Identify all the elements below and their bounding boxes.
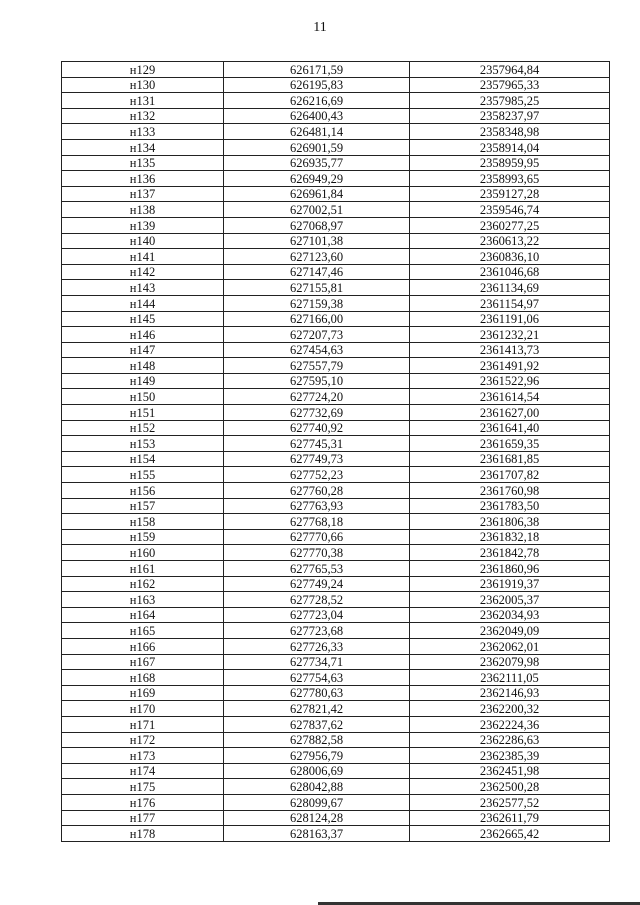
point-id-cell: н176	[62, 794, 224, 810]
point-id-cell: н158	[62, 514, 224, 530]
x-coordinate-cell: 627760,28	[224, 483, 410, 499]
table-row	[62, 155, 610, 171]
table-row	[62, 576, 610, 592]
y-coordinate-cell: 2362049,09	[410, 623, 610, 639]
point-id-cell: н135	[62, 155, 224, 171]
y-coordinate-cell: 2361641,40	[410, 420, 610, 436]
point-id-cell: н137	[62, 186, 224, 202]
x-coordinate-cell: 627159,38	[224, 295, 410, 311]
point-id-cell: н165	[62, 623, 224, 639]
point-id-cell: н138	[62, 202, 224, 218]
point-id-cell: н159	[62, 529, 224, 545]
table-row	[62, 498, 610, 514]
point-id-cell: н145	[62, 311, 224, 327]
point-id-cell: н171	[62, 716, 224, 732]
table-row	[62, 280, 610, 296]
x-coordinate-cell: 627754,63	[224, 670, 410, 686]
x-coordinate-cell: 626949,29	[224, 171, 410, 187]
point-id-cell: н157	[62, 498, 224, 514]
y-coordinate-cell: 2361707,82	[410, 467, 610, 483]
x-coordinate-cell: 627723,68	[224, 623, 410, 639]
y-coordinate-cell: 2360836,10	[410, 249, 610, 265]
point-id-cell: н131	[62, 93, 224, 109]
table-row	[62, 545, 610, 561]
table-row	[62, 514, 610, 530]
table-row	[62, 124, 610, 140]
table-row	[62, 716, 610, 732]
x-coordinate-cell: 627726,33	[224, 638, 410, 654]
x-coordinate-cell: 627155,81	[224, 280, 410, 296]
y-coordinate-cell: 2361046,68	[410, 264, 610, 280]
table-row	[62, 311, 610, 327]
y-coordinate-cell: 2357965,33	[410, 77, 610, 93]
y-coordinate-cell: 2361919,37	[410, 576, 610, 592]
x-coordinate-cell: 627768,18	[224, 514, 410, 530]
x-coordinate-cell: 626171,59	[224, 62, 410, 78]
y-coordinate-cell: 2361191,06	[410, 311, 610, 327]
table-row	[62, 186, 610, 202]
y-coordinate-cell: 2361134,69	[410, 280, 610, 296]
y-coordinate-cell: 2361522,96	[410, 373, 610, 389]
x-coordinate-cell: 627780,63	[224, 685, 410, 701]
y-coordinate-cell: 2361681,85	[410, 451, 610, 467]
table-row	[62, 483, 610, 499]
y-coordinate-cell: 2362224,36	[410, 716, 610, 732]
point-id-cell: н168	[62, 670, 224, 686]
table-row	[62, 327, 610, 343]
point-id-cell: н161	[62, 561, 224, 577]
x-coordinate-cell: 627595,10	[224, 373, 410, 389]
page-number: 11	[313, 20, 327, 35]
table-row	[62, 358, 610, 374]
table-row	[62, 623, 610, 639]
x-coordinate-cell: 626481,14	[224, 124, 410, 140]
point-id-cell: н151	[62, 405, 224, 421]
y-coordinate-cell: 2360613,22	[410, 233, 610, 249]
y-coordinate-cell: 2361860,96	[410, 561, 610, 577]
y-coordinate-cell: 2361614,54	[410, 389, 610, 405]
x-coordinate-cell: 626961,84	[224, 186, 410, 202]
y-coordinate-cell: 2358993,65	[410, 171, 610, 187]
y-coordinate-cell: 2361413,73	[410, 342, 610, 358]
table-row	[62, 670, 610, 686]
table-row	[62, 62, 610, 78]
x-coordinate-cell: 627882,58	[224, 732, 410, 748]
table-row	[62, 295, 610, 311]
point-id-cell: н166	[62, 638, 224, 654]
x-coordinate-cell: 627752,23	[224, 467, 410, 483]
table-row	[62, 607, 610, 623]
table-row	[62, 249, 610, 265]
x-coordinate-cell: 627728,52	[224, 592, 410, 608]
table-row	[62, 389, 610, 405]
y-coordinate-cell: 2357985,25	[410, 93, 610, 109]
table-row	[62, 451, 610, 467]
y-coordinate-cell: 2361627,00	[410, 405, 610, 421]
x-coordinate-cell: 627166,00	[224, 311, 410, 327]
y-coordinate-cell: 2361783,50	[410, 498, 610, 514]
point-id-cell: н170	[62, 701, 224, 717]
y-coordinate-cell: 2362611,79	[410, 810, 610, 826]
y-coordinate-cell: 2357964,84	[410, 62, 610, 78]
point-id-cell: н155	[62, 467, 224, 483]
point-id-cell: н173	[62, 748, 224, 764]
point-id-cell: н143	[62, 280, 224, 296]
x-coordinate-cell: 628042,88	[224, 779, 410, 795]
y-coordinate-cell: 2362111,05	[410, 670, 610, 686]
table-row	[62, 233, 610, 249]
point-id-cell: н133	[62, 124, 224, 140]
x-coordinate-cell: 627745,31	[224, 436, 410, 452]
table-row	[62, 342, 610, 358]
point-id-cell: н162	[62, 576, 224, 592]
y-coordinate-cell: 2362200,32	[410, 701, 610, 717]
x-coordinate-cell: 628099,67	[224, 794, 410, 810]
coordinates-table	[61, 61, 610, 842]
y-coordinate-cell: 2358959,95	[410, 155, 610, 171]
point-id-cell: н149	[62, 373, 224, 389]
x-coordinate-cell: 627002,51	[224, 202, 410, 218]
x-coordinate-cell: 626935,77	[224, 155, 410, 171]
y-coordinate-cell: 2361806,38	[410, 514, 610, 530]
point-id-cell: н177	[62, 810, 224, 826]
x-coordinate-cell: 626195,83	[224, 77, 410, 93]
y-coordinate-cell: 2361760,98	[410, 483, 610, 499]
table-row	[62, 794, 610, 810]
x-coordinate-cell: 627101,38	[224, 233, 410, 249]
table-row	[62, 420, 610, 436]
point-id-cell: н144	[62, 295, 224, 311]
y-coordinate-cell: 2362665,42	[410, 826, 610, 842]
point-id-cell: н154	[62, 451, 224, 467]
y-coordinate-cell: 2362385,39	[410, 748, 610, 764]
point-id-cell: н163	[62, 592, 224, 608]
x-coordinate-cell: 627734,71	[224, 654, 410, 670]
y-coordinate-cell: 2358348,98	[410, 124, 610, 140]
table-row	[62, 77, 610, 93]
point-id-cell: н174	[62, 763, 224, 779]
table-row	[62, 467, 610, 483]
table-row	[62, 436, 610, 452]
x-coordinate-cell: 627763,93	[224, 498, 410, 514]
table-row	[62, 701, 610, 717]
x-coordinate-cell: 627770,38	[224, 545, 410, 561]
point-id-cell: н147	[62, 342, 224, 358]
y-coordinate-cell: 2362005,37	[410, 592, 610, 608]
y-coordinate-cell: 2359546,74	[410, 202, 610, 218]
point-id-cell: н153	[62, 436, 224, 452]
table-row	[62, 529, 610, 545]
y-coordinate-cell: 2362286,63	[410, 732, 610, 748]
x-coordinate-cell: 626400,43	[224, 108, 410, 124]
table-row	[62, 748, 610, 764]
point-id-cell: н167	[62, 654, 224, 670]
point-id-cell: н136	[62, 171, 224, 187]
x-coordinate-cell: 627956,79	[224, 748, 410, 764]
table-row	[62, 217, 610, 233]
x-coordinate-cell: 627557,79	[224, 358, 410, 374]
y-coordinate-cell: 2359127,28	[410, 186, 610, 202]
table-row	[62, 810, 610, 826]
point-id-cell: н152	[62, 420, 224, 436]
table-row	[62, 638, 610, 654]
table-row	[62, 592, 610, 608]
y-coordinate-cell: 2362500,28	[410, 779, 610, 795]
point-id-cell: н129	[62, 62, 224, 78]
y-coordinate-cell: 2361832,18	[410, 529, 610, 545]
x-coordinate-cell: 627068,97	[224, 217, 410, 233]
y-coordinate-cell: 2358914,04	[410, 139, 610, 155]
table-row	[62, 93, 610, 109]
point-id-cell: н140	[62, 233, 224, 249]
table-row	[62, 373, 610, 389]
table-row	[62, 685, 610, 701]
table-row	[62, 732, 610, 748]
x-coordinate-cell: 627123,60	[224, 249, 410, 265]
point-id-cell: н132	[62, 108, 224, 124]
y-coordinate-cell: 2361154,97	[410, 295, 610, 311]
table-row	[62, 139, 610, 155]
y-coordinate-cell: 2362062,01	[410, 638, 610, 654]
x-coordinate-cell: 627821,42	[224, 701, 410, 717]
table-row	[62, 763, 610, 779]
table-row	[62, 561, 610, 577]
y-coordinate-cell: 2362079,98	[410, 654, 610, 670]
x-coordinate-cell: 628124,28	[224, 810, 410, 826]
point-id-cell: н178	[62, 826, 224, 842]
table-row	[62, 405, 610, 421]
x-coordinate-cell: 627740,92	[224, 420, 410, 436]
point-id-cell: н172	[62, 732, 224, 748]
x-coordinate-cell: 627732,69	[224, 405, 410, 421]
x-coordinate-cell: 627147,46	[224, 264, 410, 280]
table-row	[62, 202, 610, 218]
x-coordinate-cell: 626901,59	[224, 139, 410, 155]
y-coordinate-cell: 2362451,98	[410, 763, 610, 779]
y-coordinate-cell: 2361232,21	[410, 327, 610, 343]
point-id-cell: н148	[62, 358, 224, 374]
point-id-cell: н164	[62, 607, 224, 623]
point-id-cell: н160	[62, 545, 224, 561]
x-coordinate-cell: 628006,69	[224, 763, 410, 779]
x-coordinate-cell: 628163,37	[224, 826, 410, 842]
x-coordinate-cell: 627454,63	[224, 342, 410, 358]
table-row	[62, 171, 610, 187]
y-coordinate-cell: 2361491,92	[410, 358, 610, 374]
table-row	[62, 654, 610, 670]
point-id-cell: н150	[62, 389, 224, 405]
point-id-cell: н139	[62, 217, 224, 233]
x-coordinate-cell: 627723,04	[224, 607, 410, 623]
x-coordinate-cell: 627770,66	[224, 529, 410, 545]
x-coordinate-cell: 627749,73	[224, 451, 410, 467]
y-coordinate-cell: 2358237,97	[410, 108, 610, 124]
point-id-cell: н130	[62, 77, 224, 93]
point-id-cell: н175	[62, 779, 224, 795]
table-row	[62, 826, 610, 842]
y-coordinate-cell: 2362034,93	[410, 607, 610, 623]
point-id-cell: н142	[62, 264, 224, 280]
point-id-cell: н134	[62, 139, 224, 155]
x-coordinate-cell: 626216,69	[224, 93, 410, 109]
x-coordinate-cell: 627837,62	[224, 716, 410, 732]
y-coordinate-cell: 2362577,52	[410, 794, 610, 810]
y-coordinate-cell: 2361659,35	[410, 436, 610, 452]
point-id-cell: н156	[62, 483, 224, 499]
point-id-cell: н169	[62, 685, 224, 701]
x-coordinate-cell: 627765,53	[224, 561, 410, 577]
y-coordinate-cell: 2361842,78	[410, 545, 610, 561]
x-coordinate-cell: 627207,73	[224, 327, 410, 343]
x-coordinate-cell: 627749,24	[224, 576, 410, 592]
table-row	[62, 264, 610, 280]
x-coordinate-cell: 627724,20	[224, 389, 410, 405]
point-id-cell: н146	[62, 327, 224, 343]
y-coordinate-cell: 2362146,93	[410, 685, 610, 701]
y-coordinate-cell: 2360277,25	[410, 217, 610, 233]
table-row	[62, 108, 610, 124]
coordinates-table-body	[62, 62, 610, 842]
table-row	[62, 779, 610, 795]
point-id-cell: н141	[62, 249, 224, 265]
